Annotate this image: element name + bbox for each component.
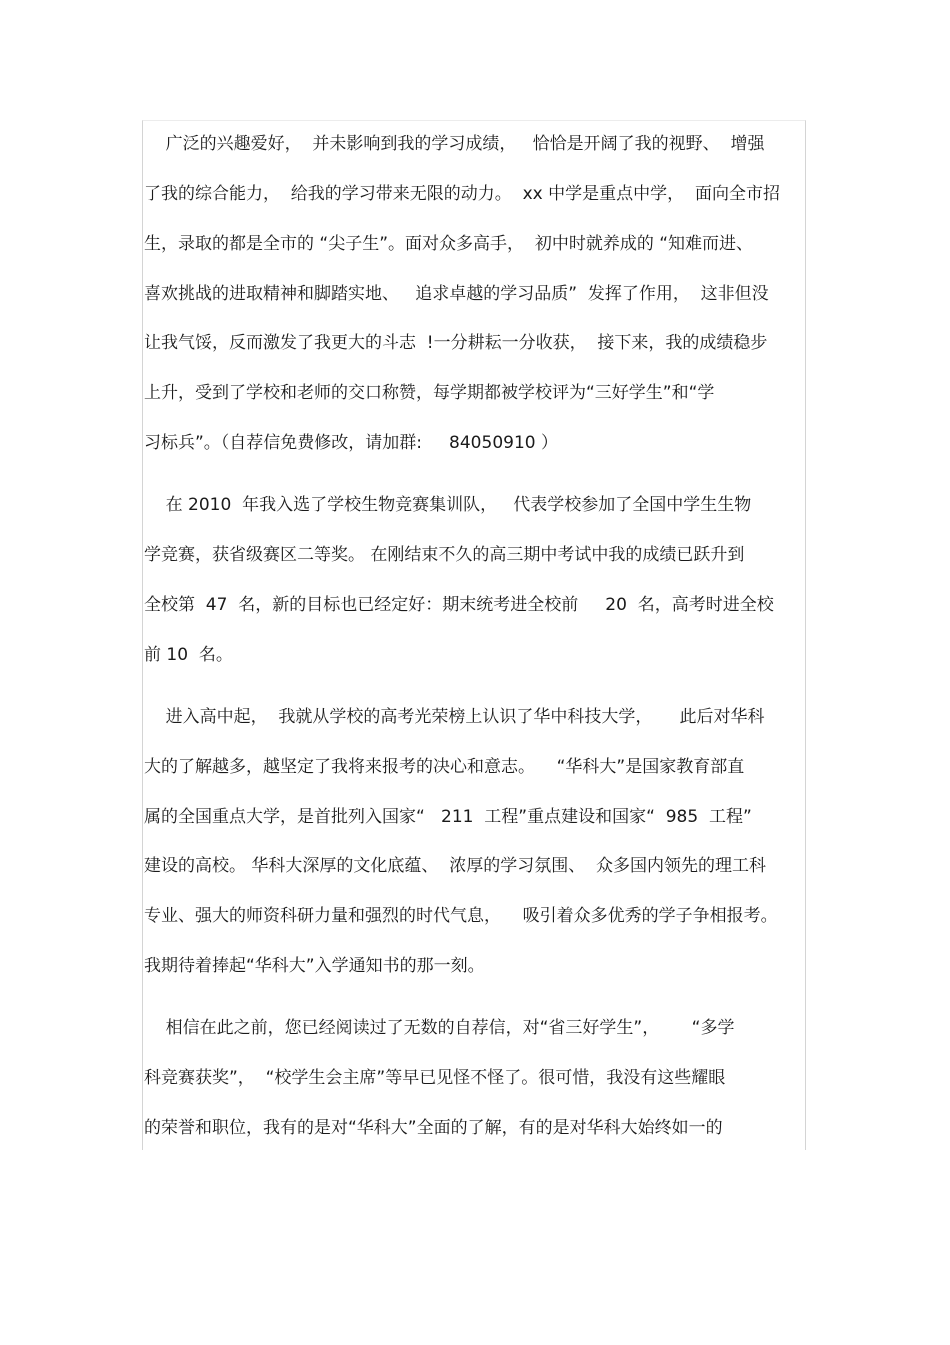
text-line: 习标兵”。（自荐信免费修改，请加群: 84050910 ） (144, 433, 558, 453)
text-line: 专业、强大的师资科研力量和强烈的时代气息， 吸引着众多优秀的学子争相报考。 (144, 906, 778, 926)
text-line: 在 2010 年我入选了学校生物竞赛集训队， 代表学校参加了全国中学生生物 (144, 495, 752, 515)
text-line: 全校第 47 名，新的目标也已经定好：期末统考进全校前 20 名，高考时进全校 (144, 595, 774, 615)
text-line: 大的了解越多，越坚定了我将来报考的决心和意志。 “华科大”是国家教育部直 (144, 757, 745, 777)
text-line: 让我气馁，反而激发了我更大的斗志 !一分耕耘一分收获， 接下来，我的成绩稳步 (144, 333, 768, 353)
page-frame (142, 120, 806, 1150)
text-line: 上升，受到了学校和老师的交口称赞，每学期都被学校评为“三好学生”和“学 (144, 383, 715, 403)
text-line: 前 10 名。 (144, 645, 233, 665)
text-line: 科竞赛获奖”， “校学生会主席”等早已见怪不怪了。很可惜，我没有这些耀眼 (144, 1068, 726, 1088)
text-line: 学竞赛，获省级赛区二等奖。 在刚结束不久的高三期中考试中我的成绩已跃升到 (144, 545, 745, 565)
text-line: 的荣誉和职位，我有的是对“华科大”全面的了解，有的是对华科大始终如一的 (144, 1118, 723, 1138)
text-line: 生，录取的都是全市的 “尖子生”。面对众多高手， 初中时就养成的 “知难而进、 (144, 234, 754, 254)
text-line: 了我的综合能力， 给我的学习带来无限的动力。 xx 中学是重点中学， 面向全市招 (144, 184, 780, 204)
text-line: 我期待着捧起“华科大”入学通知书的那一刻。 (144, 956, 485, 976)
text-line: 属的全国重点大学，是首批列入国家“ 211 工程”重点建设和国家“ 985 工程” (144, 807, 752, 827)
text-line: 建设的高校。 华科大深厚的文化底蕴、 浓厚的学习氛围、 众多国内领先的理工科 (144, 856, 767, 876)
text-line: 进入高中起， 我就从学校的高考光荣榜上认识了华中科技大学， 此后对华科 (144, 707, 765, 727)
text-line: 相信在此之前，您已经阅读过了无数的自荐信，对“省三好学生”， “多学 (144, 1018, 735, 1038)
text-line: 喜欢挑战的进取精神和脚踏实地、 追求卓越的学习品质” 发挥了作用， 这非但没 (144, 284, 769, 304)
text-line: 广泛的兴趣爱好， 并未影响到我的学习成绩， 恰恰是开阔了我的视野、 增强 (144, 134, 765, 154)
